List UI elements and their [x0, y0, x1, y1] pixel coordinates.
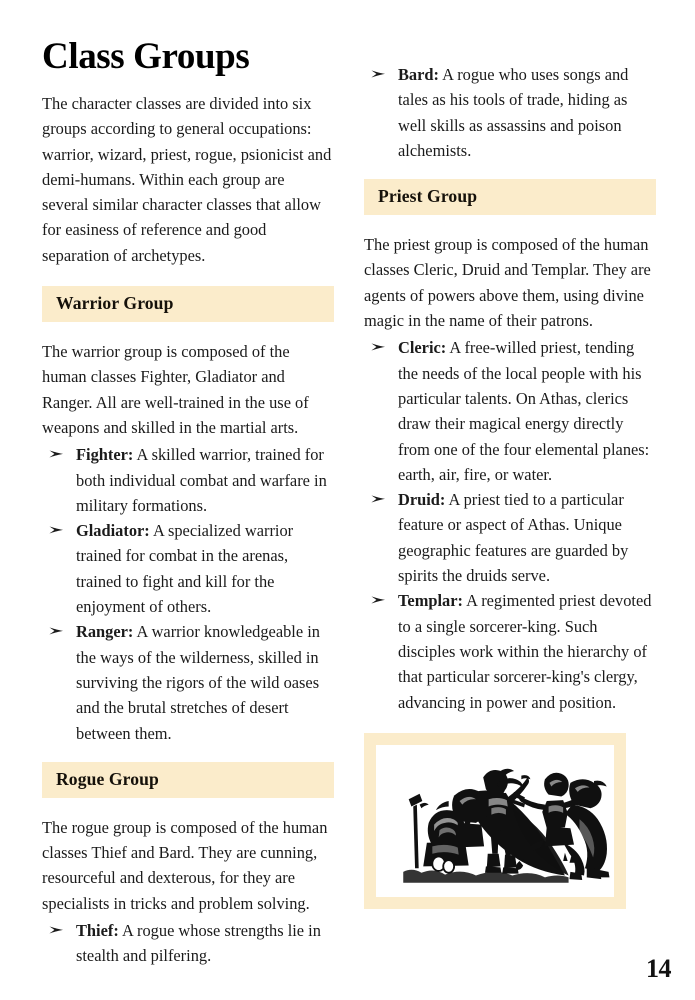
group-heading-label: Rogue Group — [56, 768, 159, 789]
arrowhead-bullet-icon — [371, 62, 391, 87]
class-term: Druid: — [398, 490, 446, 510]
list-item — [42, 518, 334, 619]
left-column — [42, 38, 334, 969]
class-description: A regimented priest devoted to a single sorcerer-king. Such disciples work within the hierarchy of that particular sorcerer-king's clergy, advancing in power and position. — [398, 591, 652, 712]
intro-paragraph: The character classes are divided into six groups according to general occupations: warrior, wizard, priest, rogue, psionicist and demi-humans. Within each group are several similar character classes that allow for easiness of reference and good separation of archetypes. — [42, 94, 332, 265]
list-item — [364, 487, 656, 588]
class-description: A specialized warrior trained for combat in the arenas, trained to fight and kill for the enjoyment of others. — [76, 521, 294, 617]
class-term: Thief: — [76, 921, 119, 941]
priest-class-list — [364, 335, 656, 714]
list-item — [42, 619, 334, 745]
list-item — [42, 918, 334, 969]
priest-group-body: The priest group is composed of the human classes Cleric, Druid and Templar. They are agents of powers above them, using divine magic in the name of their patrons. — [364, 235, 651, 331]
list-item — [364, 588, 656, 714]
arrowhead-bullet-icon — [371, 588, 391, 613]
class-description: A priest tied to a particular feature or aspect of Athas. Unique geographic features are guarded by spirits the druids serve. — [398, 490, 629, 586]
class-term: Templar: — [398, 591, 463, 611]
class-term: Fighter: — [76, 445, 134, 465]
group-heading-label: Warrior Group — [56, 293, 174, 314]
illustration-frame — [364, 733, 626, 909]
page-number: 14 — [646, 954, 671, 983]
class-term: Cleric: — [398, 338, 447, 358]
arrowhead-bullet-icon — [371, 335, 391, 360]
class-description: A warrior knowledgeable in the ways of the wilderness, skilled in surviving the rigors of the wild oases and the brutal stretches of desert between them. — [76, 622, 320, 743]
rogue-group-body: The rogue group is composed of the human classes Thief and Bard. They are cunning, resourceful and dexterous, for they are specialists in tricks and problem solving. — [42, 817, 328, 913]
rogue-class-list — [42, 918, 334, 969]
class-term: Bard: — [398, 65, 439, 84]
class-description: A free-willed priest, tending the needs of the local people with his particular talents. On Athas, clerics draw their magical energy directly from one of the four elemental planes: earth, air, fire, or water. — [398, 338, 650, 484]
group-heading-rogue — [42, 762, 334, 798]
list-item — [42, 442, 334, 518]
warrior-class-list — [42, 442, 334, 746]
warrior-group-body: The warrior group is composed of the human classes Fighter, Gladiator and Ranger. All are well-trained in the use of weapons and skilled in the martial arts. — [42, 342, 309, 437]
illustration-image — [376, 745, 614, 897]
rogue-class-list-continued — [364, 62, 656, 163]
arrowhead-bullet-icon — [49, 442, 69, 467]
group-heading-warrior — [42, 286, 334, 322]
group-heading-label: Priest Group — [378, 186, 478, 207]
class-term: Gladiator: — [76, 521, 150, 541]
group-heading-priest — [364, 179, 656, 215]
class-term: Ranger: — [76, 622, 134, 642]
right-column — [364, 62, 656, 909]
class-description: A rogue whose strengths lie in stealth and pilfering. — [76, 921, 321, 966]
class-description: A rogue who uses songs and tales as his tools of trade, hiding as well skills as assassins and poison alchemists. — [398, 65, 629, 160]
arrowhead-bullet-icon — [371, 487, 391, 512]
list-item — [364, 62, 656, 163]
list-item — [364, 335, 656, 487]
arrowhead-bullet-icon — [49, 619, 69, 644]
page-title: Class Groups — [42, 36, 250, 77]
class-description: A skilled warrior, trained for both individual combat and warfare in military formations. — [76, 445, 327, 515]
arrowhead-bullet-icon — [49, 518, 69, 543]
arrowhead-bullet-icon — [49, 918, 69, 943]
